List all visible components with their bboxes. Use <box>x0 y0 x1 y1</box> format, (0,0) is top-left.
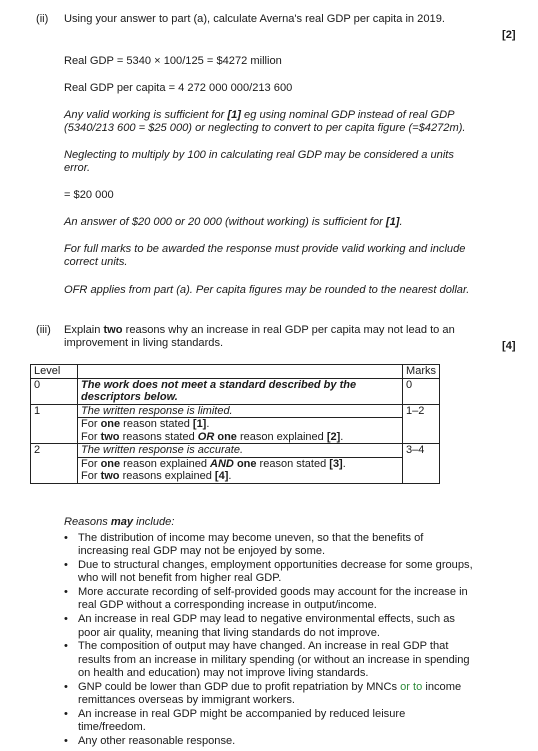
per-capita-calculation: Real GDP per capita = 4 272 000 000/213 600 <box>64 82 293 94</box>
table-row-level-2 <box>31 444 440 458</box>
list-item: • The distribution of income may become uneven, so that the benefits of increasing real GDP may not be enjoyed by some. <box>62 532 474 559</box>
list-item: • Due to structural changes, employment opportunities decrease for some groups, who will not benefit from higher real GDP. <box>62 559 474 586</box>
level-1-detail: For one reason stated [1]. For two reasons stated OR one reason explained [2]. <box>78 418 403 444</box>
level-2-number: 2 <box>31 444 78 458</box>
note-ofr: OFR applies from part (a). Per capita figures may be rounded to the nearest dollar. <box>64 284 470 296</box>
part-iii-number: (iii) <box>36 324 51 336</box>
level-2-detail: For one reason explained AND one reason stated [3]. For two reasons explained [4]. <box>78 457 403 483</box>
part-iii-marks: [4] <box>502 340 516 352</box>
level-1-marks: 1–2 <box>403 404 440 418</box>
markscheme-table <box>30 364 440 484</box>
part-ii-number: (ii) <box>36 13 49 25</box>
level-0-marks: 0 <box>403 378 440 404</box>
table-row-level-2-detail <box>31 457 440 483</box>
table-row-level-0 <box>31 378 440 404</box>
list-item: • Any other reasonable response. <box>62 735 474 748</box>
table-header-row <box>31 365 440 379</box>
part-ii-marks: [2] <box>502 29 516 41</box>
level-0-number: 0 <box>31 378 78 404</box>
header-level: Level <box>31 365 78 379</box>
note-answer-sufficient: An answer of $20 000 or 20 000 (without working) is sufficient for [1]. <box>64 216 403 228</box>
level-1-descriptor: The written response is limited. <box>78 404 403 418</box>
table-row-level-1-detail <box>31 418 440 444</box>
header-descriptor <box>78 365 403 379</box>
part-iii-question: Explain two reasons why an increase in real GDP per capita may not lead to an improvement in living standards. <box>64 324 455 349</box>
list-item: • GNP could be lower than GDP due to profit repatriation by MNCs or to income remittances overseas by immigrant workers. <box>62 681 474 708</box>
level-2-descriptor: The written response is accurate. <box>78 444 403 458</box>
level-2-marks: 3–4 <box>403 444 440 458</box>
list-item: • The composition of output may have changed. An increase in real GDP that results from an increase in military spending (or without an increase in spending on health and education) may not improve living standards. <box>62 640 474 680</box>
real-gdp-calculation: Real GDP = 5340 × 100/125 = $4272 million <box>64 55 282 67</box>
note-units-error: Neglecting to multiply by 100 in calculating real GDP may be considered a units error. <box>64 149 454 174</box>
list-item: • More accurate recording of self-provided goods may account for the increase in real GDP without a corresponding increase in output/income. <box>62 586 474 613</box>
level-0-descriptor: The work does not meet a standard described by the descriptors below. <box>78 378 403 404</box>
header-marks: Marks <box>403 365 440 379</box>
part-ii-question: Using your answer to part (a), calculate Averna's real GDP per capita in 2019. <box>64 13 445 25</box>
table-row-level-1 <box>31 404 440 418</box>
list-item: • An increase in real GDP might be accompanied by reduced leisure time/freedom. <box>62 708 474 735</box>
answer-value: = $20 000 <box>64 189 114 201</box>
note-full-marks: For full marks to be awarded the response must provide valid working and include correct units. <box>64 243 466 268</box>
note-valid-working: Any valid working is sufficient for [1] eg using nominal GDP instead of real GDP (5340/213 600 = $25 000) or neglecting to convert to per capita figure (=$4272m). <box>64 109 466 134</box>
level-1-number: 1 <box>31 404 78 418</box>
list-item: • An increase in real GDP may lead to negative environmental effects, such as poor air quality, meaning that living standards do not improve. <box>62 613 474 640</box>
reasons-heading: Reasons may include: <box>64 516 175 528</box>
reasons-list <box>62 532 474 749</box>
